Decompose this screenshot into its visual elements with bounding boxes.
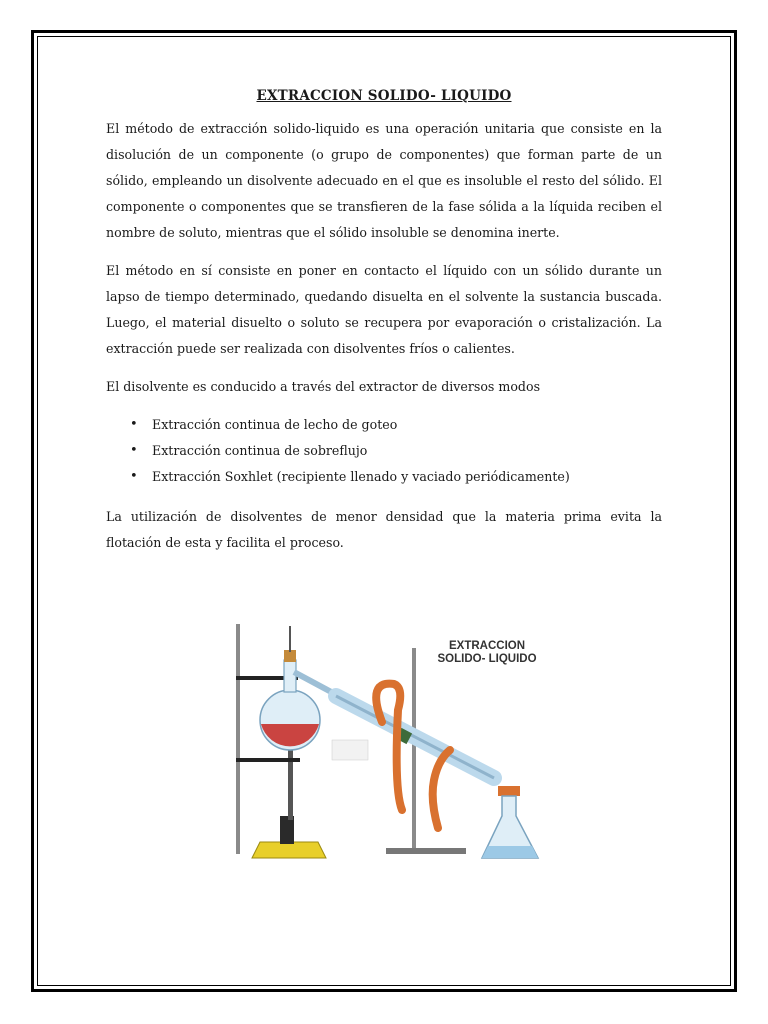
list-item: • Extracción Soxhlet (recipiente llenado y vaciado periódicamente) xyxy=(152,464,662,490)
distillate xyxy=(482,846,538,858)
flask-neck xyxy=(284,660,296,692)
figure-label-line2: SOLIDO- LIQUIDO xyxy=(437,653,537,665)
paragraph-1: El método de extracción solido-liquido es una operación unitaria que consiste en la disolución de un componente (o grupo de componentes) que forman parte de un sólido, empleando un disolvente adecuado en el que es insoluble el resto del sólido. El componente o componentes que se transfieren de la fase sólida a la líquida reciben el nombre de soluto, mientras que el sólido insoluble se denomina inerte. xyxy=(106,121,662,240)
lower-clamp xyxy=(236,758,300,762)
list-item: • Extracción continua de sobreflujo xyxy=(152,438,662,464)
document-body xyxy=(106,88,662,568)
right-stand-base xyxy=(386,848,466,854)
receiver-stopper xyxy=(498,786,520,796)
paragraph-2: El método en sí consiste en poner en contacto el líquido con un sólido durante un lapso de tiempo determinado, quedando disuelta en el solvente la sustancia buscada. Luego, el material disuelto o soluto se recupera por evaporación o cristalización. La extracción puede ser realizada con disolventes fríos o calientes. xyxy=(106,263,662,356)
burner-base xyxy=(252,842,326,858)
closing-paragraph: La utilización de disolventes de menor densidad que la materia prima evita la flotación de esta y facilita el proceso. xyxy=(106,509,662,550)
right-stand-rod xyxy=(412,648,416,854)
left-stand-rod xyxy=(236,624,240,854)
hose-upper xyxy=(376,684,402,810)
note-block xyxy=(332,740,368,760)
extraction-modes-list xyxy=(106,412,662,490)
list-item: • Extracción continua de lecho de goteo xyxy=(152,412,662,438)
extraction-apparatus-figure xyxy=(226,620,556,870)
paragraph-3: El disolvente es conducido a través del extractor de diversos modos xyxy=(106,379,541,394)
document-title: EXTRACCION SOLIDO- LIQUIDO xyxy=(256,88,512,104)
figure-label-line1: EXTRACCION xyxy=(448,640,526,652)
figure-label xyxy=(412,640,562,666)
burner-tube xyxy=(280,816,294,844)
